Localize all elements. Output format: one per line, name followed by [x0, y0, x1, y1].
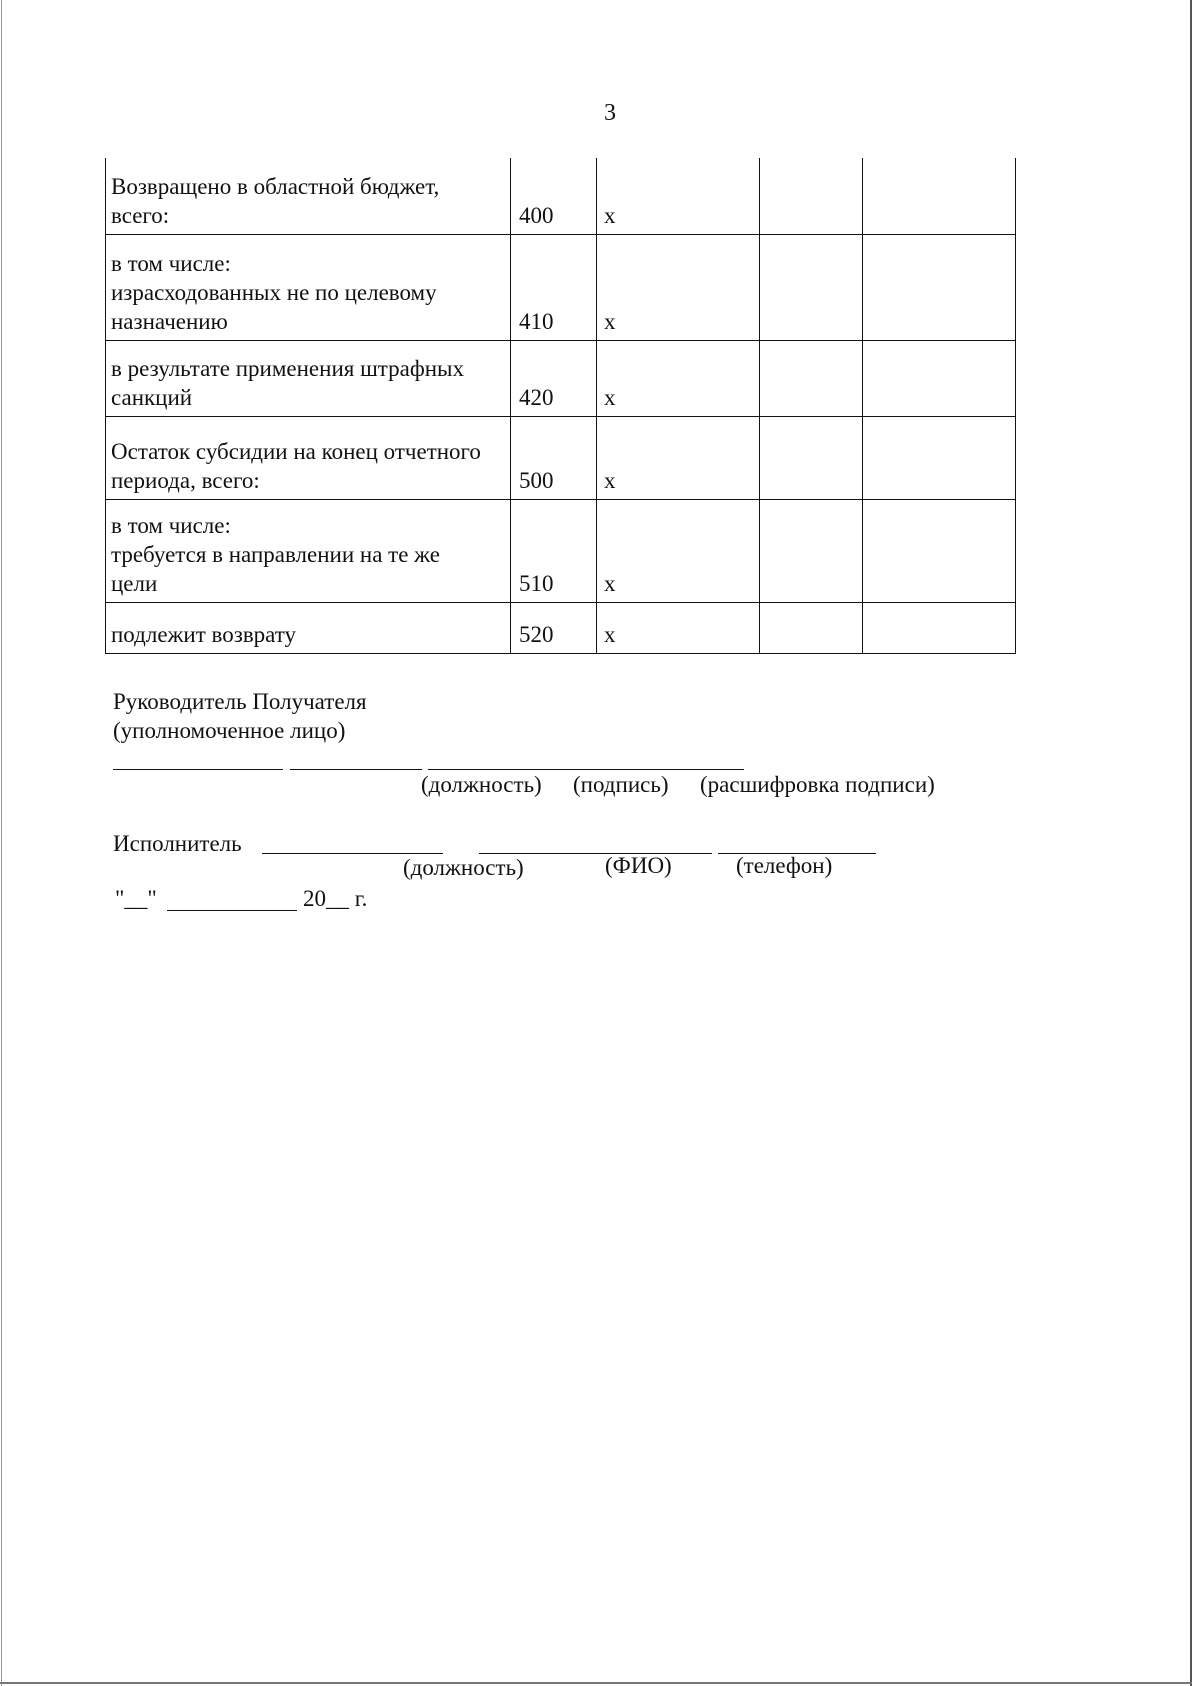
row-code-cell: 510 — [511, 499, 597, 602]
executor-label: Исполнитель — [113, 831, 242, 856]
head-title-line2: (уполномоченное лицо) — [113, 718, 346, 743]
row-name-cell: в том числе: требуется в направлении на те же цели — [106, 499, 511, 602]
row-col4-cell — [760, 340, 863, 416]
head-position-line — [113, 769, 283, 770]
table-row — [106, 234, 1016, 340]
row-col3-cell: x — [597, 499, 760, 602]
row-col4-cell — [760, 499, 863, 602]
row-col4-cell — [760, 416, 863, 499]
scan-edge-left — [1, 0, 2, 1686]
row-name-cell: Возвращено в областной бюджет, всего: — [106, 158, 511, 234]
date-year: 20__ г. — [303, 886, 368, 911]
row-col3-cell: x — [597, 234, 760, 340]
head-caption-position: (должность) — [421, 772, 542, 797]
executor-name-line — [479, 853, 712, 854]
head-decoding-line — [428, 769, 744, 770]
row-code-cell: 400 — [511, 158, 597, 234]
row-code-cell: 420 — [511, 340, 597, 416]
row-code-cell: 500 — [511, 416, 597, 499]
row-col5-cell — [863, 158, 1016, 234]
executor-position-line — [262, 853, 443, 854]
row-col3-cell: x — [597, 602, 760, 653]
row-name-cell: в результате применения штрафных санкций — [106, 340, 511, 416]
row-col3-cell: x — [597, 158, 760, 234]
table-row — [106, 499, 1016, 602]
row-code-cell: 410 — [511, 234, 597, 340]
scan-edge-right — [1190, 0, 1192, 1686]
row-col3-cell: x — [597, 416, 760, 499]
row-col5-cell — [863, 234, 1016, 340]
head-signature-line — [290, 769, 422, 770]
head-caption-decoding: (расшифровка подписи) — [700, 772, 935, 797]
row-col5-cell — [863, 416, 1016, 499]
executor-caption-name: (ФИО) — [605, 853, 672, 878]
report-table — [105, 158, 1016, 654]
row-name-cell: Остаток субсидии на конец отчетного периода, всего: — [106, 416, 511, 499]
head-caption-signature: (подпись) — [573, 772, 669, 797]
row-col5-cell — [863, 602, 1016, 653]
table-row — [106, 416, 1016, 499]
head-title-line1: Руководитель Получателя — [113, 689, 367, 714]
row-col4-cell — [760, 158, 863, 234]
row-col4-cell — [760, 602, 863, 653]
executor-caption-phone: (телефон) — [736, 853, 833, 878]
row-name-cell: в том числе: израсходованных не по целевому назначению — [106, 234, 511, 340]
row-col3-cell: x — [597, 340, 760, 416]
scan-edge-bottom — [0, 1682, 1192, 1684]
row-col5-cell — [863, 499, 1016, 602]
table-row — [106, 602, 1016, 653]
date-month-line — [167, 910, 297, 911]
table-row — [106, 158, 1016, 234]
row-code-cell: 520 — [511, 602, 597, 653]
row-col5-cell — [863, 340, 1016, 416]
row-col4-cell — [760, 234, 863, 340]
executor-caption-position: (должность) — [403, 855, 524, 880]
page-number: 3 — [604, 100, 616, 126]
table-row — [106, 340, 1016, 416]
row-name-cell: подлежит возврату — [106, 602, 511, 653]
date-day: "__" — [115, 886, 157, 911]
